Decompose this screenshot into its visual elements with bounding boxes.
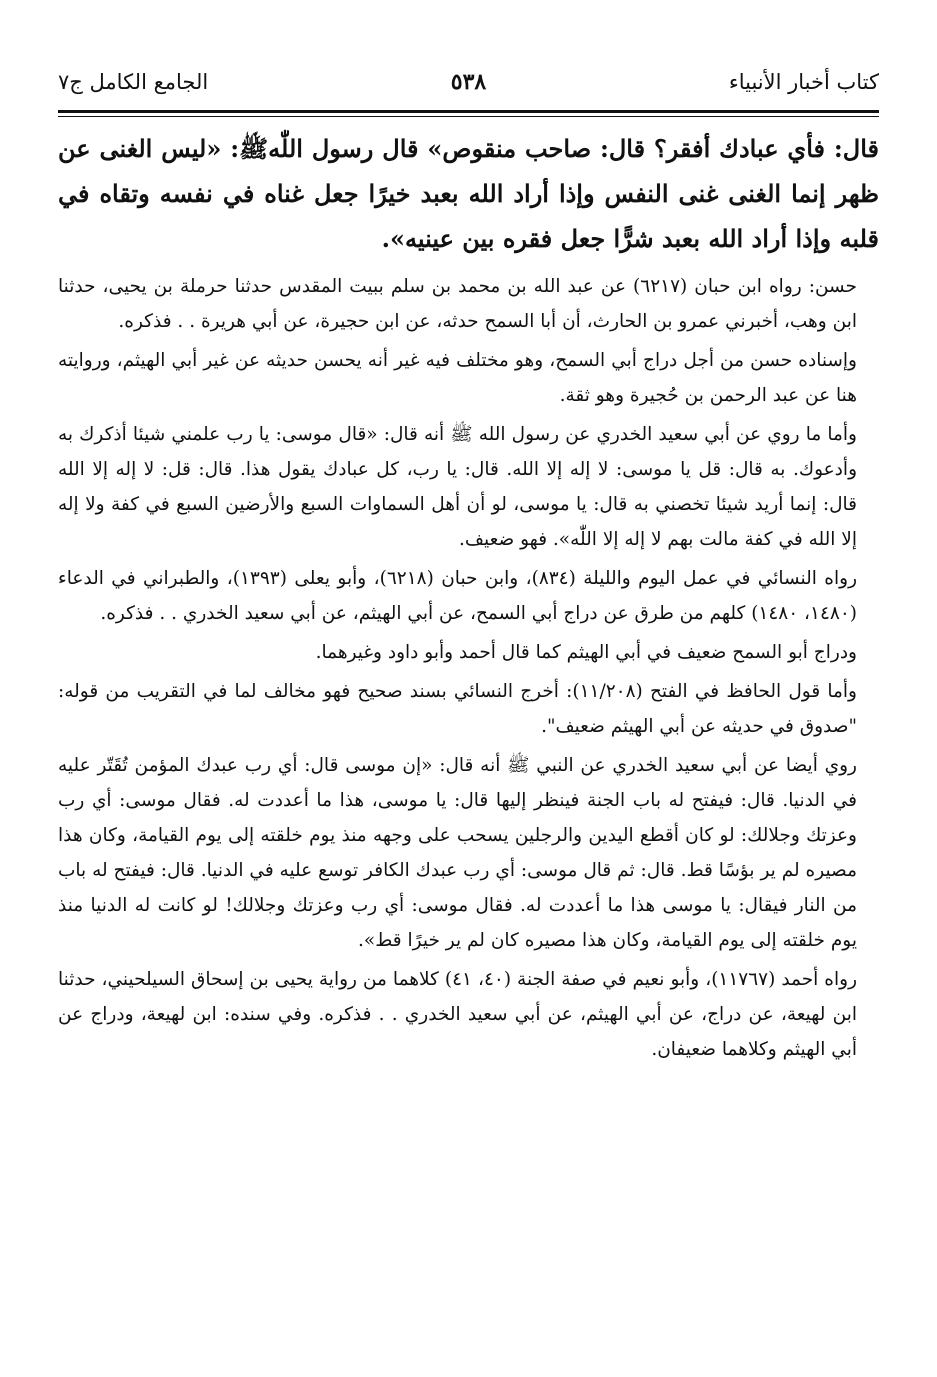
commentary-paragraph: وأما ما روي عن أبي سعيد الخدري عن رسول الله ﷺ أنه قال: «قال موسى: يا رب علمني شيئا أذكرك به وأدعوك. به قال: قل يا موسى: لا إله إلا الله. قال: يا رب، كل عبادك يقول هذا. قال: قل: لا إله إلا الله قال: إنما أريد شيئا تخصني به قال: يا موسى، لو أن أهل السماوات السبع والأرضين السبع في كفة ولا إله إلا الله في كفة مالت بهم لا إله إلا اللّٰه». فهو ضعيف. <box>58 424 857 550</box>
page-body <box>58 126 879 1071</box>
commentary-paragraph: روي أيضا عن أبي سعيد الخدري عن النبي ﷺ أنه قال: «إن موسى قال: أي رب عبدك المؤمن تُقَتّر عليه في الدنيا. قال: فيفتح له باب الجنة فينظر إليها قال: يا موسى، هذا ما أعددت له. فقال موسى: أي رب وعزتك وجلالك: لو كان أقطع اليدين والرجلين يسحب على وجهه منذ يوم خلقته إلى يوم القيامة، وكان هذا مصيره لم ير بؤسًا قط. قال: ثم قال موسى: أي رب عبدك الكافر توسع عليه في الدنيا. قال: فيفتح له باب من النار فيقال: يا موسى هذا ما أعددت له. فقال موسى: أي رب وعزتك وجلالك! لو كانت له الدنيا منذ يوم خلقته إلى يوم القيامة، وكان هذا مصيره كان لم ير خيرًا قط». <box>58 755 857 951</box>
header-rule-thin <box>58 116 879 117</box>
volume-label: الجامع الكامل ج٧ <box>58 70 209 94</box>
hadith-text: قال: فأي عبادك أفقر؟ قال: صاحب منقوص» قال رسول اللّٰهﷺ: «ليس الغنى عن ظهر إنما الغنى غنى النفس وإذا أراد الله بعبد خيرًا جعل غناه في نفسه وتقاه في قلبه وإذا أراد الله بعبد شرًّا جعل فقره بين عينيه». <box>58 134 879 253</box>
commentary-paragraph: وإسناده حسن من أجل دراج أبي السمح، وهو مختلف فيه غير أنه يحسن حديثه عن غير أبي الهيثم، وروايته هنا عن عبد الرحمن بن حُجيرة وهو ثقة. <box>58 350 857 406</box>
running-header <box>58 60 879 104</box>
page-number: ٥٣٨ <box>450 69 487 95</box>
header-rule-thick <box>58 110 879 113</box>
commentary-paragraph: حسن: رواه ابن حبان (٦٢١٧) عن عبد الله بن محمد بن سلم ببيت المقدس حدثنا حرملة بن يحيى، حدثنا ابن وهب، أخبرني عمرو بن الحارث، أن أبا السمح حدثه، عن ابن حجيرة، عن أبي هريرة . . فذكره. <box>58 276 857 332</box>
commentary-paragraph: وأما قول الحافظ في الفتح (١١/٢٠٨): أخرج النسائي بسند صحيح فهو مخالف لما في التقريب من قوله: "صدوق في حديثه عن أبي الهيثم ضعيف". <box>58 681 857 737</box>
commentary-paragraph: رواه أحمد (١١٧٦٧)، وأبو نعيم في صفة الجنة (٤٠، ٤١) كلاهما من رواية يحيى بن إسحاق السيلحيني، حدثنا ابن لهيعة، عن دراج، عن أبي الهيثم، عن أبي سعيد الخدري . . فذكره. وفي سنده: ابن لهيعة، ودراج عن أبي الهيثم وكلاهما ضعيفان. <box>58 969 858 1060</box>
commentary-paragraph: رواه النسائي في عمل اليوم والليلة (٨٣٤)، وابن حبان (٦٢١٨)، وأبو يعلى (١٣٩٣)، والطبراني في الدعاء (١٤٨٠، ١٤٨٠) كلهم من طرق عن دراج أبي السمح، عن أبي الهيثم، عن أبي سعيد الخدري . . فذكره. <box>58 568 858 624</box>
commentary-paragraph: ودراج أبو السمح ضعيف في أبي الهيثم كما قال أحمد وأبو داود وغيرهما. <box>315 642 857 663</box>
book-title: كتاب أخبار الأنبياء <box>728 70 879 94</box>
